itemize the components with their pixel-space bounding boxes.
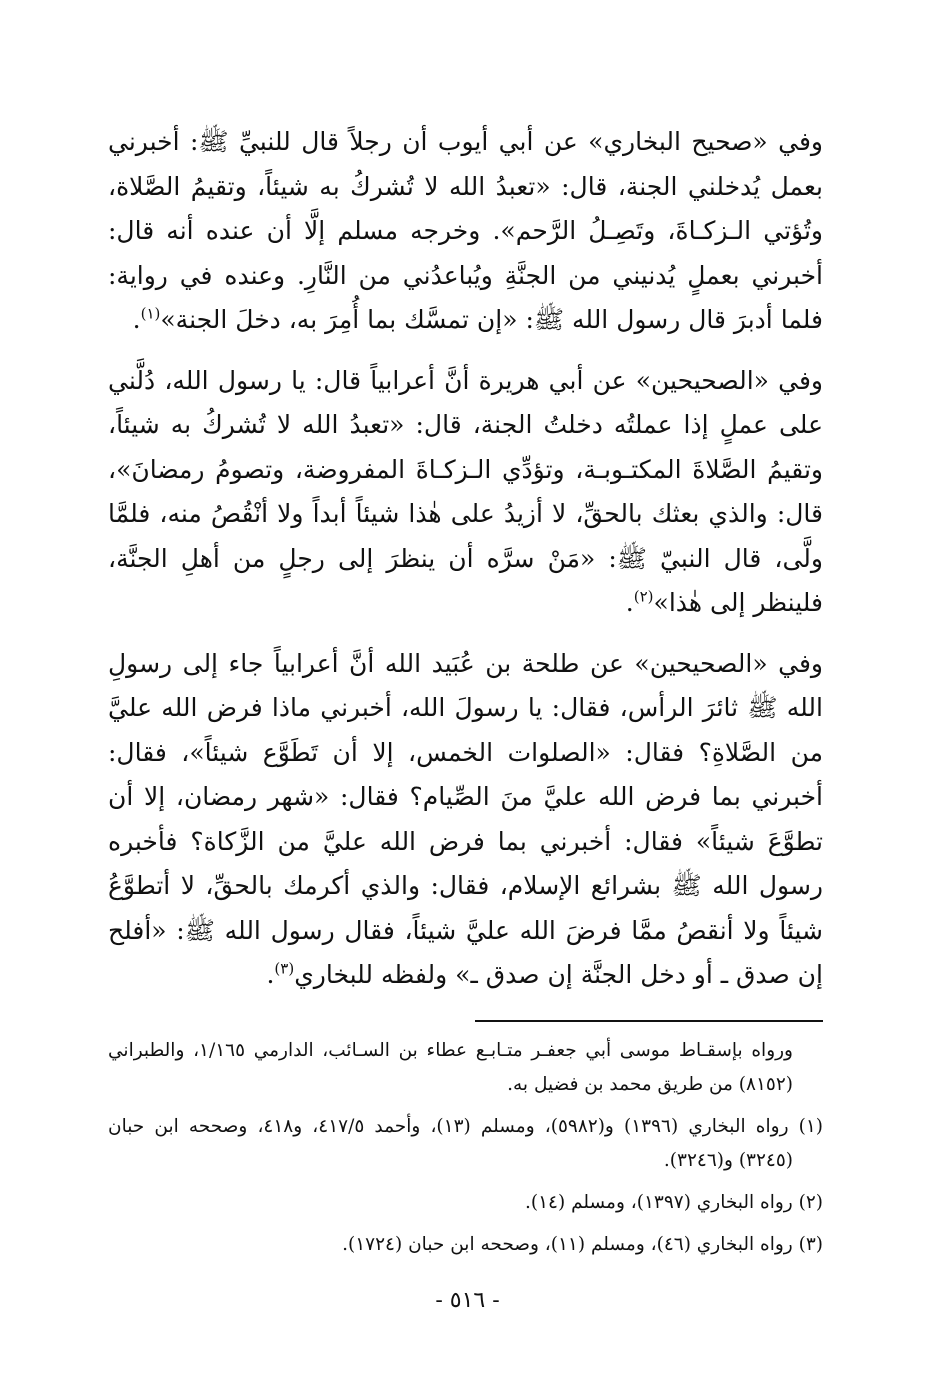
footnote-divider — [475, 1020, 823, 1022]
paragraph-3 — [108, 642, 823, 998]
paragraph-3-tail: . — [266, 960, 275, 989]
paragraph-1-text: وفي «صحيح البخاري» عن أبي أيوب أن رجلاً قال للنبيِّ ﷺ: أخبرني بعمل يُدخلني الجنة، قال: «تعبدُ الله لا تُشركُ به شيئاً، وتقيمُ الصَّلاة، وتُؤتي الـزكـاةَ، وتَصِـلُ الرَّحم». وخرجه مسلم إلَّا أن عنده أنه قال: أخبرني بعملٍ يُدنيني من الجنَّةِ ويُباعدُني من النَّارِ. وعنده في رواية: فلما أدبرَ قال رسول الله ﷺ: «إن تمسَّك بما أُمِرَ به، دخلَ الجنة» — [108, 127, 823, 334]
footnote-ref-1[interactable]: (١) — [140, 304, 161, 323]
paragraph-2: وفي «الصحيحين» عن أبي هريرة أنَّ أعرابياً قال: يا رسول الله، دُلَّني على عملٍ إذا عملتُه دخلتُ الجنة، قال: «تعبدُ الله لا تُشركُ به شيئاً، وتقيمُ الصَّلاةَ المكتـوبـة، وتؤدِّي الـزكـاةَ المفروضة، وتصومُ رمضانَ»، قال: والذي بعثك بالحقِّ، لا أزيدُ على هٰذا شيئاً أبداً ولا أنْقُصُ منه، فلمَّا ولَّى، قال النبيّ ﷺ: «مَنْ سرَّه أن ينظرَ إلى رجلٍ من أهلِ الجنَّة، فلينظر إلى هٰذا»$^{(٢)}$. — [108, 365, 823, 617]
footnote-continuation: ورواه بإسقـاط موسى أبي جعفـر متـابـع عطاء بن السـائب، الدارمي ١/١٦٥، والطبراني (٨١٥٢) من طريق محمد بن فضيل به. — [108, 1039, 793, 1095]
page — [108, 120, 823, 1387]
footnote-2: (٢) رواه البخاري (١٣٩٧)، ومسلم (١٤). — [525, 1191, 823, 1213]
paragraph-2-text: وفي «الصحيحين» عن أبي هريرة أنَّ أعرابياً قال: يا رسول الله، دُلَّني على عملٍ إذا عملتُه دخلتُ الجنة، قال: «تعبدُ الله لا تُشركُ به شيئاً، وتقيمُ الصَّلاةَ المكتـوبـة، وتؤدِّي الـزكـاةَ المفروضة، وتصومُ رمضانَ»، قال: والذي بعثك بالحقِّ، لا أزيدُ على هٰذا شيئاً أبداً ولا أنْقُصُ منه، فلمَّا ولَّى، قال النبيّ ﷺ: «مَنْ سرَّه أن ينظرَ إلى رجلٍ من أهلِ الجنَّة، فلينظر إلى هٰذا» — [108, 365, 823, 617]
main-text — [108, 120, 823, 998]
footnote-ref-2[interactable]: (٢) — [633, 587, 654, 606]
footnote-ref-3[interactable]: (٣) — [274, 959, 295, 978]
footnotes — [108, 1034, 823, 1262]
page-number: - ٥١٦ - — [435, 1288, 500, 1313]
footnote-1: (١) رواه البخاري (١٣٩٦) و(٥٩٨٢)، ومسلم (١٣)، وأحمد ٤١٧/٥، و٤١٨، وصححه ابن حبان (٣٢٤٥) و(٣٢٤٦). — [108, 1115, 823, 1171]
footnote-3: (٣) رواه البخاري (٤٦)، ومسلم (١١)، وصححه ابن حبان (١٧٢٤). — [342, 1233, 823, 1255]
paragraph-3-text: وفي «الصحيحين» عن طلحة بن عُبَيد الله أنَّ أعرابياً جاء إلى رسولِ الله ﷺ ثائرَ الرأس، فقال: يا رسولَ الله، أخبرني ماذا فرض الله عليَّ من الصَّلاةِ؟ فقال: «الصلوات الخمس، إلا أن تَطَوَّع شيئاً»، فقال: أخبرني بما فرض الله عليَّ منَ الصِّيام؟ فقال: «شهر رمضان، إلا أن تطوَّعَ شيئاً» فقال: أخبرني بما فرض الله عليَّ من الزَّكاة؟ فأخبره رسول الله ﷺ بشرائع الإسلام، فقال: والذي أكرمك بالحقِّ، لا أتطوَّعُ شيئاً ولا أنقصُ ممَّا فرضَ الله عليَّ شيئاً، فقال رسول الله ﷺ: «أفلح إن صدق ـ أو دخل الجنَّة إن صدق ـ» ولفظه للبخاري — [108, 648, 823, 989]
paragraph-1: وفي «صحيح البخاري» عن أبي أيوب أن رجلاً قال للنبيِّ ﷺ: أخبرني بعمل يُدخلني الجنة، قال: «تعبدُ الله لا تُشركُ به شيئاً، وتقيمُ الصَّلاة، وتُؤتي الـزكـاةَ، وتَصِـلُ الرَّحم». وخرجه مسلم إلَّا أن عنده أنه قال: أخبرني بعملٍ يُدنيني من الجنَّةِ ويُباعدُني من النَّارِ. وعنده في رواية: فلما أدبرَ قال رسول الله ﷺ: «إن تمسَّك بما أُمِرَ به، دخلَ الجنة»$^{(١)}$. — [108, 127, 823, 334]
